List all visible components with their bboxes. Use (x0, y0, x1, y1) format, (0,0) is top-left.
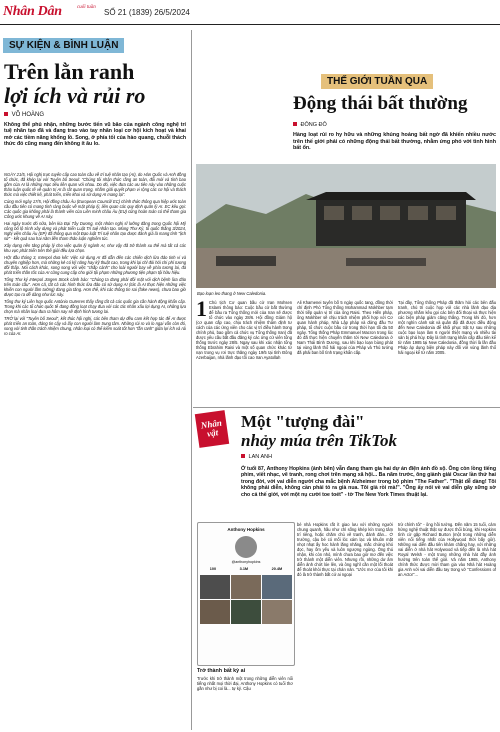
tiktok-col-1: Trước khi trở thành một trong những diễn viên nổi tiếng nhất mọi thời đại, Anthony Hopkins có tuổi thơ gần như bị coi là... tự kỷ. Cậu (197, 676, 293, 691)
article-body (4, 172, 186, 732)
tiktok-lead: Ở tuổi 87, Anthony Hopkins (ảnh bên) vẫn đang tham gia hai dự án điện ảnh đồ sộ. Ông còn lồng tiếng phim, viết nhạc, vẽ tranh, rong chơi trên mạng xã hội... Ba năm trước, ông giành giải Oscar lần thứ hai trong đời, với vai diễn người cha mắc bệnh Alzheimer trong bộ phim "The Father". "Thật dễ dàng! Tôi không phải diễn, không cần phải tỏ ra già nua. Tôi già rồi mà!". "Ông ấy nói về vai diễn gây sững sờ cho cả thế giới, với một nụ cười toe toét" - tờ The New York Times thuật lại. (241, 466, 496, 498)
profile-avatar (235, 536, 257, 558)
riot-photo (196, 164, 496, 288)
byline-square-icon (241, 454, 245, 458)
profile-header: Anthony Hopkins (227, 527, 265, 532)
masthead-logo: Nhân Dân (3, 4, 62, 19)
video-thumb (200, 575, 230, 599)
stat-following: 100 (209, 567, 217, 571)
world-col-1 (196, 300, 292, 406)
tiktok-author: LAN ANH (248, 454, 273, 460)
tiktok-title-line1: Một "tượng đài" (241, 412, 365, 431)
issue-info: SỐ 21 (1839) 26/5/2024 (104, 8, 190, 17)
section-tag-events: SỰ KIỆN & BÌNH LUẬN (3, 38, 124, 53)
photo-caption: Bạo loạn leo thang ở New Caledonia. (197, 291, 267, 296)
paragraph-1: NGÀY 21/5, Hội nghị trực tuyến cấp cao toàn cầu về trí tuệ nhân tạo (AI), do Hàn Quốc và Anh đồng tổ chức, đã khép lại với Tuyên bố Seoul: "Chúng tôi nhận thức rằng an toàn, đổi mới và tính bao gồm của AI là những mục tiêu liên quan với nhau. Do đó, việc đưa các ưu tiên này vào những cuộc thảo luận quốc tế về quản trị AI là rất quan trọng, nhằm giải quyết phạm vi rộng các cơ hội và thách thức mà việc thiết kế, phát triển, triển khai và sử dụng AI mang lại". (4, 172, 186, 197)
article-title (4, 60, 145, 108)
masthead-rule (0, 24, 500, 25)
video-thumb (231, 575, 261, 599)
tiktok-caption-head: Trở thành bất kỳ ai (197, 668, 246, 674)
tiktok-col-2: bé nhà Hopkins rất ít giao lưu với những người chung quanh, hầu như chỉ sống khép kín trong tâm trí riêng, hoặc chăm chú vẽ tranh, đánh đàn... Ở trường, cậu bé có mối lóc xám lạc và khuôn mặt nhọt nhạt ấy hoc hành lăng nhăng, mắc chứng khó đọc, hay ốm yếu và luôn ngượng ngùng. Ông thú nhận, khi còn nhỏ, mình chưa bao giờ mơ đến việc trở thành một diễn viên. Nhưng rồi, những dư âm diễn ảnh chớt lóe lên, và ông nghĩ cần một lối thoát để thoát khỏi thực tại chán nản. "Ước mơ của tôi khi đó là trở thành bất cứ ai ngoại (297, 522, 393, 577)
paragraph-5: HỘI đầu tháng 3, Interpol đưa kết: Việc sử dụng AI đã dẫn đến các chiến dịch lừa đảo tinh vi và chuyên nghiệp hơn, mà những kẻ có kỹ năng hay kỹ thuật cao, trong khi lại chỉ đòi hỏi chi phí tương đối thấp. Nói cách khác, song song với việc "chắp cánh" cho loài người bay về phía tương lai, đà phát triển thần tốc của AI cũng cung cấp cho giới tội phạm những phương tiện phạm tội hữu hiệu. (4, 255, 186, 275)
world-lead: Hàng loạt rủi ro hy hữu và những khủng hoảng bất ngờ đã khiến nhiều nước trên thế giới phải có những động thái bất thường, nhằm ứng phó với tình hình bất ổn. (293, 132, 496, 152)
stat-followers: 3.1M (239, 567, 249, 571)
right-article (193, 26, 500, 406)
dropcap-1: 1 (196, 300, 207, 321)
tiktok-title (241, 412, 397, 450)
video-thumb (231, 600, 261, 624)
article-title-line1: Trên lằn ranh (4, 59, 135, 84)
tiktok-col-3: trừ chính tôi" - ông hồi tưởng. Đến năm 15 tuổi, cảm hứng nghệ thuật thật sự được thổi bùng, khi Hopkins tình cờ gặp Richard Burton (một trong những diễn viên nổi tiếng nhất của Hollywood thời bấy giờ). Những vai diễn đầu tiên khám chẳng hay, với những vai diễn ở nhà hát Holywood và tiếp đến là nhà hát Royal Welsh - một trong những nhà hát đầy ảnh hưởng trên toàn thế giới. Và năm 1965, Anthony chính thức được mời tham gia vào Nhà hát Hoàng gia Anh với vai diễn đầu tay trong vở "Confessions of an Actor"... (398, 522, 496, 577)
paragraph-2: Cùng mới ngày 17/5, Hội đồng châu Âu (European Council/ EC) chính thức thông qua hiệp ước toàn cầu đầu tiên có mang tính ràng buộc về mặt pháp lý, liên quan các quy định quản lý AI. EC kêu gọi: Các quốc gia không phải là thành viên của Liên minh châu Âu (EU) cũng hoàn toàn có thể tham gia Công ước khung về AI này. (4, 199, 186, 219)
author-name: VÕ HOÀNG (11, 112, 45, 118)
video-grid (200, 575, 292, 624)
video-thumb (262, 600, 292, 624)
paragraph-8: TRỞ lại với "Tuyên bố Seoul", kết thúc hội nghị, các bên tham dự đều cam kết hợp tác để AI được phát triển an toàn, đáng tin cậy và lấy con người làm trung tâm. Những rủi ro và lo ngại vẫn còn đó, song với tinh thần trách nhiệm chung, nhân loại có thể kiểm soát tốt hơn "lằn ranh" giữa lợi ích và rủi ro của AI. (4, 316, 186, 336)
burned-building-illustration (196, 164, 496, 288)
tiktok-profile-screenshot (197, 522, 295, 666)
world-byline (293, 122, 327, 128)
world-title: Động thái bất thường (293, 93, 468, 114)
section-stamp (195, 410, 229, 448)
tiktok-byline (241, 454, 272, 460)
stat-likes: 20.4M (271, 567, 283, 571)
masthead (0, 0, 500, 26)
world-col-1-text: Chủ tịch Cơ quan bầu cử Iran Mohsen Eslami thông báo: Cuộc bầu cử bất thường để bầu ra Tổng thống mới của Iran sẽ được tổ chức vào ngày 28/6. Hội đồng Giám hộ (cơ quan cấp cao, chịu trách nhiệm thẩm định tư cách của các ứng viên cho các vị trí điều hành trong chính phủ, bao gồm cả chức vụ Tổng thống Iran) đã được yêu cầu bắt đầu đăng ký các ứng cử viên tổng thống trước ngày 28/5. Ngay sau khi xác nhận tổng thống Ebrahim Raisi và một số quan chức khác từ nạn trong vụ rơi trực thăng ngày 19/5 tại tỉnh Đông Azerbaijan, nhà lãnh đạo tối cao Iran Ayatollah (196, 300, 292, 360)
byline-square-icon (4, 112, 8, 116)
author-byline (4, 112, 44, 118)
paragraph-7: Tổng thư ký Liên hợp quốc António Guterres thấy rằng tất cả các quốc gia cần hành động khẩn cấp. Trong khi các tổ chức quốc tế đang đồng loạt chạy đua với các tác nhân xấu lợi dụng AI, những lựa chọn mà nhân loại đưa ra hôm nay sẽ định hình tương lai. (4, 299, 186, 314)
left-article (0, 26, 189, 732)
video-thumb (200, 600, 230, 624)
column-divider (191, 30, 192, 730)
article-title-line2: lợi ích và rủi ro (4, 83, 146, 108)
world-author: ĐÔNG ĐÔ (300, 122, 327, 128)
world-col-3 (398, 300, 496, 406)
world-col-2 (297, 300, 393, 406)
byline-square-icon (293, 122, 297, 126)
paragraph-4: Xây dựng nền tảng pháp lý cho việc quản lý ngành AI, như vậy đã trở thành xu thế mà tất cả các khu vực phát triển trên thế giới đều lựa chọn. (4, 243, 186, 253)
world-col-3-text: Tại đây, Tổng thống Pháp đã thăm hỏi các bên đấu tranh, chủ trì cuộc họp với các nhà lãnh đạo địa phương nhằm kêu gọi các bên đối thoại và thực hiện các biện pháp giảm căng thẳng. Trong khi đó, hơn một nghìn cảnh sát và quân đội đã được điều động đến New Caledonia để khôi phục trật tự sau những cuộc bạo loạn làm 6 người thiệt mạng và nhiều tài sản bị phá hủy. Đây là tình trạng khẩn cấp đầu tiên kể từ năm 1985 tại New Caledonia, đồng thời là lần đầu Pháp áp dụng biện pháp này đối với vùng lãnh thổ hải ngoại kể từ năm 2005. (398, 300, 496, 355)
tiktok-title-line2: nhảy múa trên TikTok (241, 431, 398, 450)
world-col-2-text: Ali Khamenei tuyên bố 5 ngày quốc tang, đồng thời chỉ định Phó Tổng thống Mohammad Mokhber tạm thời tiếp quản vị trí của ông Raisi. Theo Hiến pháp, ông Mokhber sẽ chịu trách nhiệm phối hợp với Cơ quan hành pháp, Nhà Lập pháp và đứng đầu Tư pháp, tổ chức cuộc bầu cử trong thời hạn tối đa 50 ngày. Tổng thống Pháp Emmanuel Macron trong lúc đó đã thực hiện chuyến thăm tới New Caledonia ở Nam Thái Bình Dương, sau khi bạo loạn bùng phát tại vùng lãnh thổ hải ngoại của Pháp và Thủ tướng đã phải ban bố tình trạng khẩn cấp. (297, 300, 393, 355)
profile-handle: @anthonyhopkins (231, 560, 261, 564)
stamp-text: Nhân vật (200, 417, 223, 439)
paragraph-3: Hai ngày trước đó nữa, bên kia Đại Tây Dương, một nhóm nghị sĩ lưỡng đảng trong Quốc hội Mỹ công bố lộ trình xây dựng và phát triển Luật Trí tuệ nhân tạo. Mùng Thư Ký, tổ quốc thẳng 3/2024, Nghị viện châu Âu (EP) đã thông qua một Đạo luật Trí tuệ nhân tạo được đánh giá là mang tính "lịch sử" - kết quả sau hai năm liền tham thảo luận nghiêm túc. (4, 221, 186, 241)
profile-stats (198, 567, 294, 571)
paragraph-6: Tổng Thư ký Interpol Jürgen Stock cảnh báo: "Chúng ta đang phải đối mặt với dịch bệnh lừa đảo trên toàn cầu". Hơn cả, tất cả các hình thức lừa đảo có sử dụng AI (tức là AI thực hiện những việc khiến con người lầm tưởng) đang gia tăng. Hơn thế, khi các thông tin sai (fake news), chưa bao giờ được tạo ra dễ dàng như lúc này. (4, 277, 186, 297)
article-lead: Không thể phủ nhận, những bước tiến vũ bão của ngành công nghệ trí tuệ nhân tạo đã và đang trao vào tay nhân loại cơ hội kích hoạt và khai mở các tiềm năng khổng lồ. Song, ở phía tối của hào quang, chuỗi thách thức đó cũng mang đến không ít âu lo. (4, 122, 186, 148)
video-thumb (262, 575, 292, 599)
tiktok-article (193, 408, 500, 732)
masthead-logo-sub: cuối tuần (77, 5, 96, 10)
section-tag-world: THẾ GIỚI TUẦN QUA (321, 74, 433, 89)
